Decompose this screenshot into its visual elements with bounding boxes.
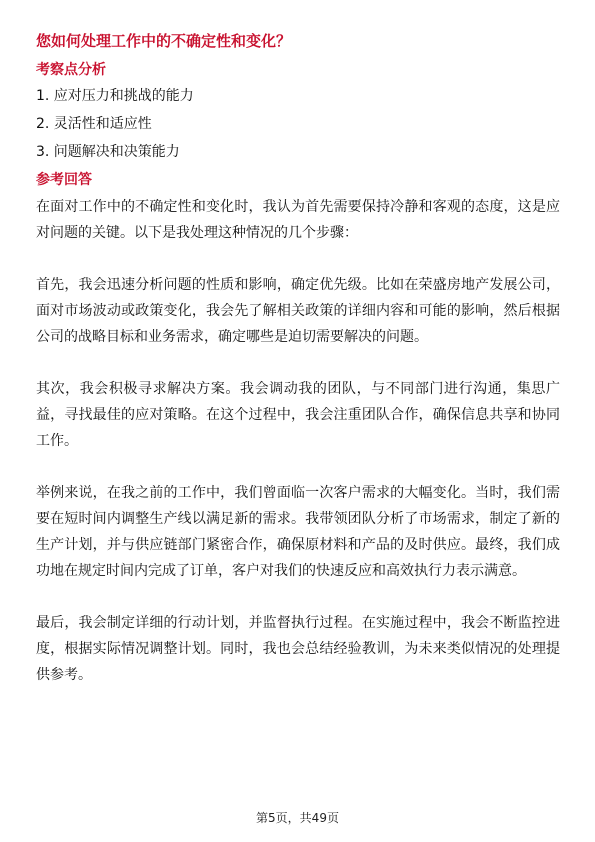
page-content	[36, 30, 560, 688]
analysis-point: 2. 灵活性和适应性	[36, 116, 152, 132]
answer-heading: 参考回答	[36, 172, 92, 188]
analysis-heading: 考察点分析	[36, 62, 106, 78]
question-title: 您如何处理工作中的不确定性和变化？	[36, 32, 292, 50]
answer-paragraph: 其次，我会积极寻求解决方案。我会调动我的团队，与不同部门进行沟通，集思广益，寻找最佳的应对策略。在这个过程中，我会注重团队合作，确保信息共享和协同工作。	[36, 381, 560, 449]
answer-paragraph: 举例来说，在我之前的工作中，我们曾面临一次客户需求的大幅变化。当时，我们需要在短时间内调整生产线以满足新的需求。我带领团队分析了市场需求，制定了新的生产计划，并与供应链部门紧密合作，确保原材料和产品的及时供应。最终，我们成功地在规定时间内完成了订单，客户对我们的快速反应和高效执行力表示满意。	[36, 485, 560, 579]
answer-paragraph: 首先，我会迅速分析问题的性质和影响，确定优先级。比如在荣盛房地产发展公司，面对市场波动或政策变化，我会先了解相关政策的详细内容和可能的影响，然后根据公司的战略目标和业务需求，确定哪些是迫切需要解决的问题。	[36, 277, 560, 345]
analysis-points-list	[36, 86, 560, 162]
answer-body	[36, 194, 560, 688]
answer-paragraph: 在面对工作中的不确定性和变化时，我认为首先需要保持冷静和客观的态度，这是应对问题的关键。以下是我处理这种情况的几个步骤：	[36, 199, 560, 241]
answer-paragraph: 最后，我会制定详细的行动计划，并监督执行过程。在实施过程中，我会不断监控进度，根据实际情况调整计划。同时，我也会总结经验教训，为未来类似情况的处理提供参考。	[36, 615, 560, 683]
analysis-point: 3. 问题解决和决策能力	[36, 144, 180, 160]
page-number-footer: 第5页，共49页	[256, 811, 339, 825]
analysis-point: 1. 应对压力和挑战的能力	[36, 88, 194, 104]
